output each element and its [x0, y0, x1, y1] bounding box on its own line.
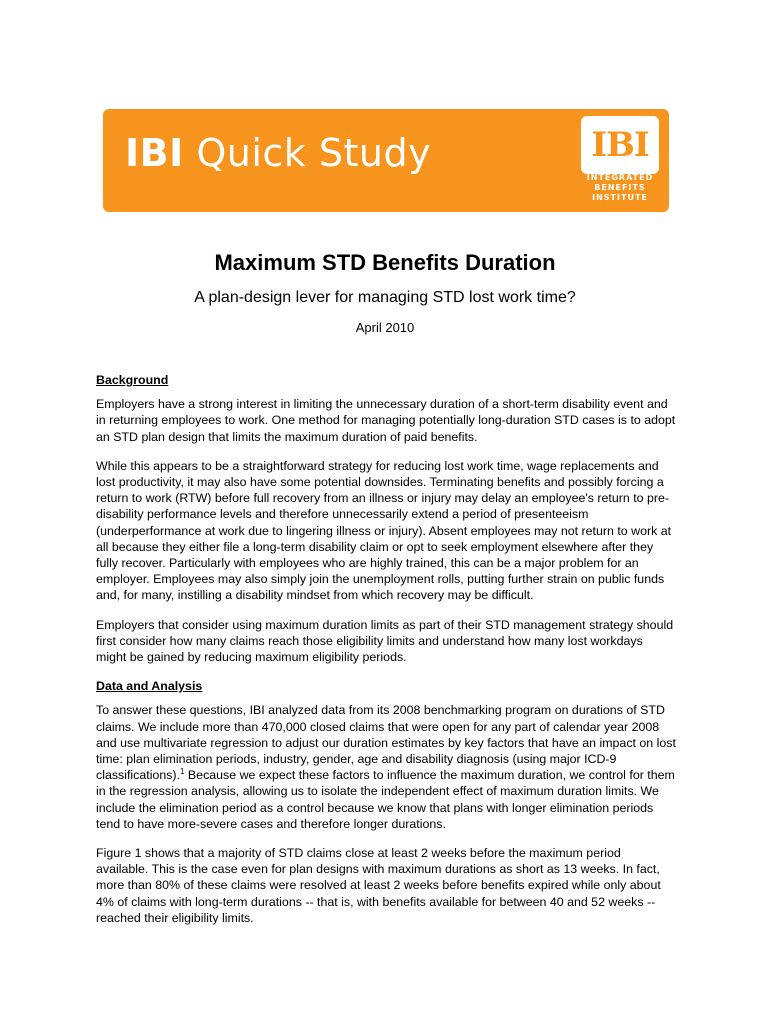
section-heading-data-analysis: Data and Analysis: [96, 679, 203, 694]
logo-sub-line: INTEGRATED: [586, 173, 654, 182]
paragraph: Employers that consider using maximum duration limits as part of their STD management strategy should first consider how many claims reach those eligibility limits and understand how many lost workdays might be gained by reducing maximum eligibility periods.: [96, 617, 674, 665]
document-subtitle: A plan-design lever for managing STD lost work time?: [194, 289, 576, 306]
paragraph: [96, 702, 676, 832]
paragraph: Employers have a strong interest in limiting the unnecessary duration of a short-term disability event and in returning employees to work. One method for managing potentially long-duration STD cases is to adopt an STD plan design that limits the maximum duration of paid benefits.: [96, 397, 676, 444]
banner-brand: IBI: [125, 131, 184, 175]
paragraph-text: Because we expect these factors to influence the maximum duration, we control for them in the regression analysis, allowing us to isolate the independent effect of maximum duration limits. We include the elimination period as a control because we know that plans with longer elimination periods tend to have more-severe cases and therefore longer durations.: [96, 768, 675, 831]
ibi-logo-text: IBI: [591, 125, 649, 165]
banner-title-rest: Quick Study: [183, 131, 432, 175]
paragraph: While this appears to be a straightforward strategy for reducing lost work time, wage replacements and lost productivity, it may also have some potential downsides. Terminating benefits and possibly forcing a return to work (RTW) before full recovery from an illness or injury may delay an employee's return to pre-disability performance levels and therefore unnecessarily extend a period of presenteeism (underperformance at work due to lingering illness or injury). Absent employees may not return to work at all because they either file a long-term disability claim or opt to seek employment elsewhere after they fully recover. Particularly with employees who are highly trained, this can be a major problem for an employer. Employees may also simply join the unemployment rolls, putting further strain on public funds and, for many, instilling a disability mindset from which recovery may be difficult.: [96, 458, 672, 603]
document-date: April 2010: [355, 320, 415, 335]
paragraph: Figure 1 shows that a majority of STD claims close at least 2 weeks before the maximum period available. This is the case even for plan designs with maximum durations as short as 13 weeks. In fact, more than 80% of these claims were resolved at least 2 weeks before benefits expired while only about 4% of claims with long-term durations -- that is, with benefits available for between 40 and 52 weeks -- reached their eligibility limits.: [96, 846, 661, 925]
section-heading-background: Background: [96, 373, 169, 387]
document-title: Maximum STD Benefits Duration: [214, 250, 556, 275]
logo-sub-line: BENEFITS: [594, 183, 646, 192]
footnote-marker[interactable]: 1: [180, 767, 185, 777]
paragraph-text: To answer these questions, IBI analyzed data from its 2008 benchmarking program on durations of STD claims. We include more than 470,000 closed claims that were open for any part of calendar year 2008 and use multivariate regression to adjust our duration estimates by key factors that have an impact on lost time: plan elimination periods, industry, gender, age and disability diagnosis (using major ICD-9 classifications).: [96, 703, 676, 783]
ibi-logo: [581, 116, 661, 176]
logo-sub-line: INSTITUTE: [592, 193, 648, 202]
document-body: [96, 372, 676, 939]
banner-title: [125, 131, 431, 175]
ibi-quick-study-banner: [103, 109, 669, 212]
ibi-logo-subtitle: [585, 173, 655, 203]
ibi-logo-box: [581, 116, 659, 174]
